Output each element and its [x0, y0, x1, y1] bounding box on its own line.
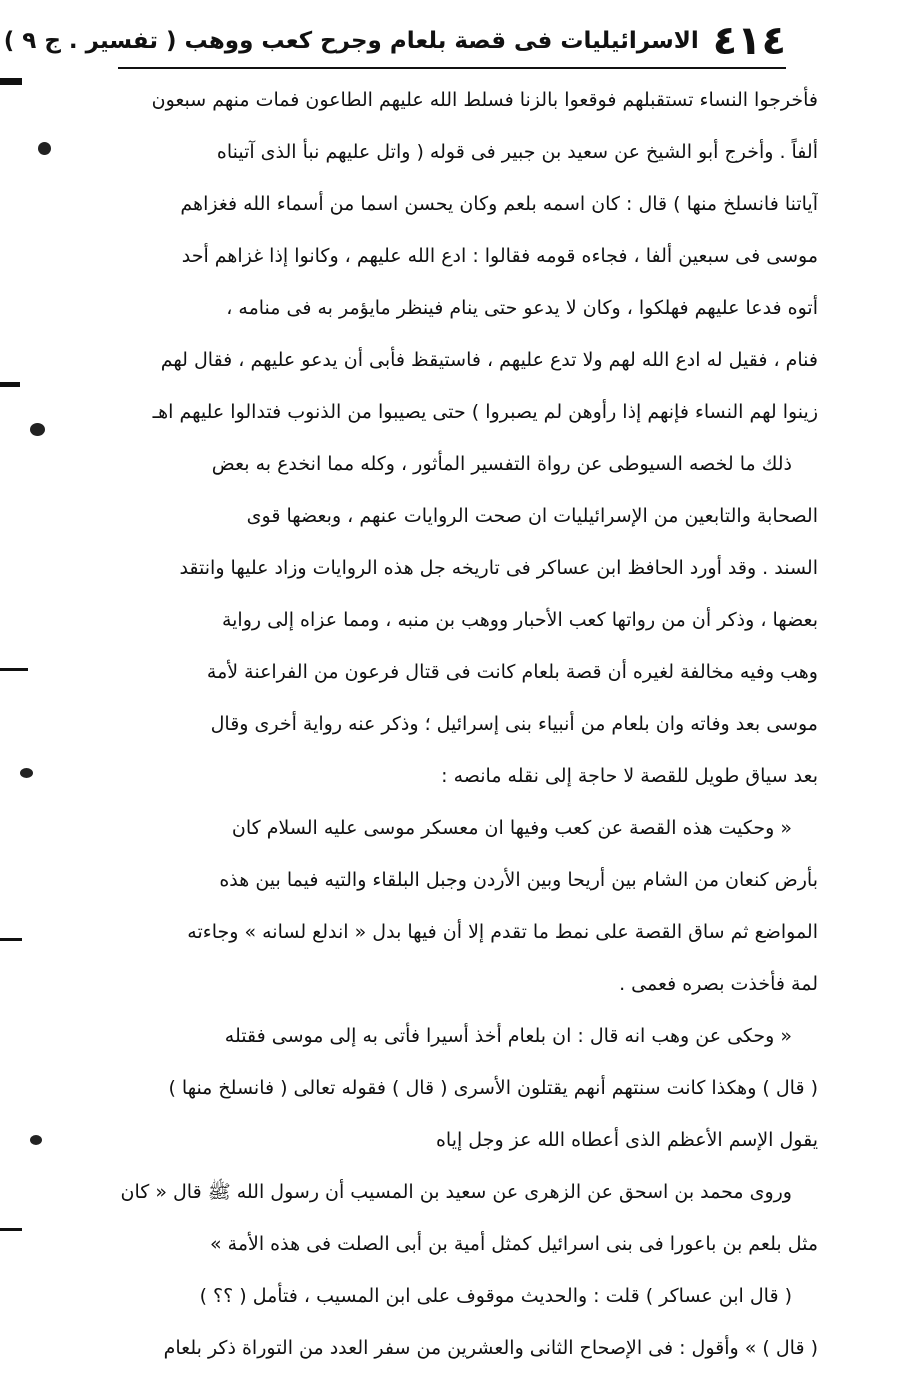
- text-line: موسى فى سبعين ألفا ، فجاءه قومه فقالوا : ادع الله عليهم ، وكانوا إذا غزاهم أحد: [181, 245, 818, 267]
- text-line: زينوا لهم النساء فإنهم إذا رأوهن لم يصبروا ) حتى يصيبوا من الذنوب فتدالوا عليهم اهـ: [152, 401, 818, 423]
- page-header: [3, 18, 786, 64]
- text-line: أتوه فدعا عليهم فهلكوا ، وكان لا يدعو حتى ينام فينظر مايؤمر به فى منامه ،: [226, 297, 818, 319]
- page-number: ٤١٤: [712, 18, 786, 64]
- text-line: يقول الإسم الأعظم الذى أعطاه الله عز وجل إياه: [435, 1129, 818, 1151]
- text-line: ( قال ) وهكذا كانت سنتهم أنهم يقتلون الأسرى ( قال ) فقوله تعالى ( فانسلخ منها ): [168, 1077, 818, 1099]
- text-line: السند . وقد أورد الحافظ ابن عساكر فى تاريخه جل هذه الروايات وزاد عليها وانتقد: [179, 557, 818, 579]
- text-line: بأرض كنعان من الشام بين أريحا وبين الأردن وجبل البلقاء والتيه فيما بين هذه: [219, 869, 818, 891]
- ink-blot: [38, 142, 51, 155]
- text-line: بعد سياق طويل للقصة لا حاجة إلى نقله مانصه :: [441, 765, 818, 787]
- text-line: فأخرجوا النساء تستقبلهم فوقعوا بالزنا فسلط الله عليهم الطاعون فمات منهم سبعون: [151, 89, 818, 111]
- text-line: موسى بعد وفاته وان بلعام من أنبياء بنى إسرائيل ؛ وذكر عنه رواية أخرى وقال: [210, 713, 818, 735]
- text-line: « وحكيت هذه القصة عن كعب وفيها ان معسكر موسى عليه السلام كان: [231, 817, 792, 839]
- running-head: الاسرائيليات فى قصة بلعام وجرح كعب ووهب ( تفسير . ج ٩ ): [3, 28, 699, 54]
- text-line: مثل بلعم بن باعورا فى بنى اسرائيل كمثل أمية بن أبى الصلت فى هذه الأمة »: [209, 1233, 818, 1255]
- header-rule: [118, 67, 786, 69]
- text-line: ذلك ما لخصه السيوطى عن رواة التفسير المأثور ، وكله مما انخدع به بعض: [211, 453, 792, 475]
- scan-edge-mark: [0, 382, 20, 387]
- text-line: الصحابة والتابعين من الإسرائيليات ان صحت الروايات عنهم ، وبعضها قوى: [246, 505, 818, 527]
- text-line: « وحكى عن وهب انه قال : ان بلعام أخذ أسيرا فأتى به إلى موسى فقتله: [224, 1025, 792, 1047]
- text-line: آياتنا فانسلخ منها ) قال : كان اسمه بلعم وكان يحسن اسما من أسماء الله فغزاهم: [180, 193, 818, 215]
- ink-blot: [20, 768, 33, 778]
- scan-edge-mark: [0, 78, 22, 85]
- text-line: وروى محمد بن اسحق عن الزهرى عن سعيد بن المسيب أن رسول الله ﷺ قال « كان: [120, 1181, 792, 1203]
- text-line: بعضها ، وذكر أن من رواتها كعب الأحبار ووهب بن منبه ، ومما عزاه إلى رواية: [221, 609, 818, 631]
- text-line: فنام ، فقيل له ادع الله لهم ولا تدع عليهم ، فاستيقظ فأبى أن يدعو عليهم ، فقال لهم: [160, 349, 818, 371]
- scan-edge-mark: [0, 938, 22, 941]
- text-line: وهب وفيه مخالفة لغيره أن قصة بلعام كانت فى قتال فرعون من الفراعنة لأمة: [206, 661, 818, 683]
- body-text: [118, 74, 818, 1374]
- text-line: لمة فأخذت بصره فعمى .: [619, 973, 818, 995]
- scan-edge-mark: [0, 1228, 22, 1231]
- text-line: ألفاً . وأخرج أبو الشيخ عن سعيد بن جبير فى قوله ( واتل عليهم نبأ الذى آتيناه: [216, 141, 818, 163]
- text-line: المواضع ثم ساق القصة على نمط ما تقدم إلا أن فيها بدل « اندلع لسانه » وجاءته: [187, 921, 818, 943]
- text-line: ( قال ) » وأقول : فى الإصحاح الثانى والعشرين من سفر العدد من التوراة ذكر بلعام: [163, 1337, 818, 1359]
- scan-edge-mark: [0, 668, 28, 671]
- ink-blot: [30, 1135, 42, 1145]
- ink-blot: [30, 423, 45, 436]
- text-line: ( قال ابن عساكر ) قلت : والحديث موقوف على ابن المسيب ، فتأمل ( ؟؟ ): [199, 1285, 792, 1307]
